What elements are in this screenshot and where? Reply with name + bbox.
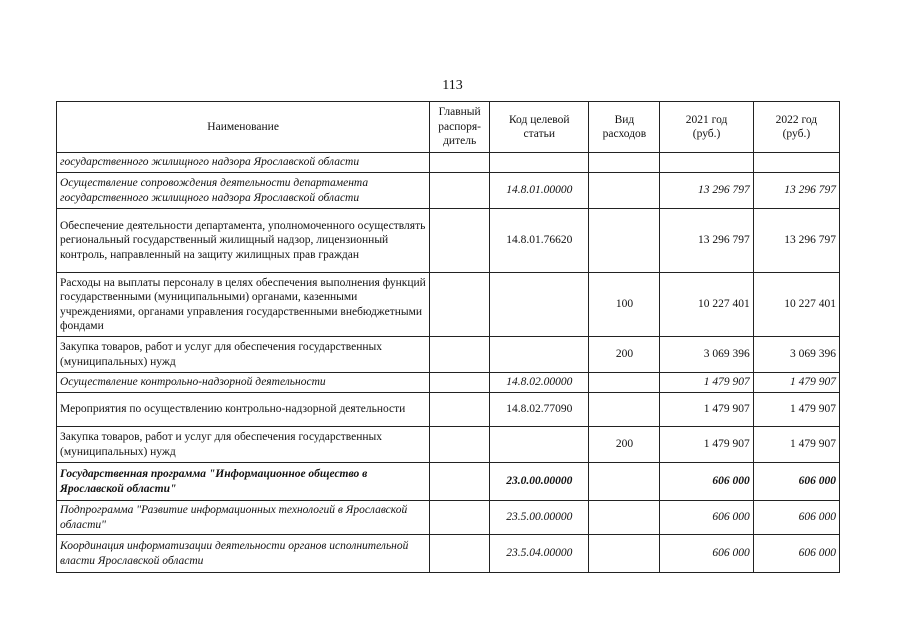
cell-vid (589, 463, 660, 501)
cell-vid (589, 393, 660, 427)
cell-distributor (430, 427, 490, 463)
cell-distributor (430, 535, 490, 573)
header-2022: 2022 год (руб.) (753, 102, 839, 153)
cell-code: 23.0.00.00000 (490, 463, 589, 501)
cell-2022: 10 227 401 (753, 273, 839, 337)
table-header-row (57, 102, 840, 153)
cell-code: 14.8.01.00000 (490, 173, 589, 209)
cell-distributor (430, 393, 490, 427)
header-code: Код целевой статьи (490, 102, 589, 153)
cell-distributor (430, 501, 490, 535)
cell-code (490, 153, 589, 173)
cell-distributor (430, 153, 490, 173)
cell-2021: 606 000 (660, 535, 753, 573)
cell-name: Расходы на выплаты персоналу в целях обеспечения выполнения функций государственными (муниципальными) органами, казенными учреждениями, органами управления государственными внебюджетными фондами (57, 273, 430, 337)
cell-vid (589, 209, 660, 273)
table-row (57, 209, 840, 273)
cell-name: Закупка товаров, работ и услуг для обеспечения государственных (муниципальных) нужд (57, 337, 430, 373)
cell-vid: 100 (589, 273, 660, 337)
cell-2022: 3 069 396 (753, 337, 839, 373)
cell-vid (589, 173, 660, 209)
cell-2022: 13 296 797 (753, 173, 839, 209)
cell-2022: 1 479 907 (753, 393, 839, 427)
cell-distributor (430, 337, 490, 373)
cell-name: Осуществление контрольно-надзорной деятельности (57, 373, 430, 393)
cell-name: Мероприятия по осуществлению контрольно-надзорной деятельности (57, 393, 430, 427)
cell-2021: 13 296 797 (660, 173, 753, 209)
cell-2022: 1 479 907 (753, 427, 839, 463)
cell-code (490, 427, 589, 463)
header-distributor: Главный распоря- дитель (430, 102, 490, 153)
cell-2021: 10 227 401 (660, 273, 753, 337)
cell-distributor (430, 173, 490, 209)
cell-2021 (660, 153, 753, 173)
cell-2022: 606 000 (753, 501, 839, 535)
cell-name: Закупка товаров, работ и услуг для обеспечения государственных (муниципальных) нужд (57, 427, 430, 463)
cell-name: Осуществление сопровождения деятельности департамента государственного жилищного надзора Ярославской области (57, 173, 430, 209)
cell-vid (589, 535, 660, 573)
cell-2021: 606 000 (660, 501, 753, 535)
table-row (57, 535, 840, 573)
cell-distributor (430, 463, 490, 501)
table-row (57, 393, 840, 427)
cell-2022: 606 000 (753, 463, 839, 501)
cell-code: 23.5.04.00000 (490, 535, 589, 573)
cell-2021: 1 479 907 (660, 393, 753, 427)
header-vid: Вид расходов (589, 102, 660, 153)
cell-2021: 13 296 797 (660, 209, 753, 273)
cell-vid (589, 153, 660, 173)
cell-2021: 1 479 907 (660, 427, 753, 463)
cell-2022: 13 296 797 (753, 209, 839, 273)
cell-2021: 606 000 (660, 463, 753, 501)
cell-vid: 200 (589, 427, 660, 463)
cell-distributor (430, 373, 490, 393)
header-2021: 2021 год (руб.) (660, 102, 753, 153)
table-row (57, 463, 840, 501)
budget-table (56, 101, 840, 573)
cell-vid (589, 501, 660, 535)
cell-2022 (753, 153, 839, 173)
cell-code (490, 337, 589, 373)
cell-name: Координация информатизации деятельности органов исполнительной власти Ярославской области (57, 535, 430, 573)
page-number: 113 (442, 78, 463, 93)
table-row (57, 173, 840, 209)
cell-code: 23.5.00.00000 (490, 501, 589, 535)
cell-name: Подпрограмма "Развитие информационных технологий в Ярославской области" (57, 501, 430, 535)
header-name: Наименование (57, 102, 430, 153)
cell-2022: 1 479 907 (753, 373, 839, 393)
table-row (57, 501, 840, 535)
table-row (57, 373, 840, 393)
cell-vid (589, 373, 660, 393)
cell-code (490, 273, 589, 337)
table-row (57, 427, 840, 463)
cell-code: 14.8.02.00000 (490, 373, 589, 393)
cell-2022: 606 000 (753, 535, 839, 573)
cell-name: государственного жилищного надзора Ярославской области (57, 153, 430, 173)
cell-distributor (430, 273, 490, 337)
cell-2021: 1 479 907 (660, 373, 753, 393)
table-row (57, 153, 840, 173)
cell-distributor (430, 209, 490, 273)
cell-name: Государственная программа "Информационное общество в Ярославской области" (57, 463, 430, 501)
cell-2021: 3 069 396 (660, 337, 753, 373)
cell-name: Обеспечение деятельности департамента, уполномоченного осуществлять региональный государственный жилищный надзор, лицензионный контроль, направленный на защиту жилищных прав граждан (57, 209, 430, 273)
table-row (57, 273, 840, 337)
cell-vid: 200 (589, 337, 660, 373)
cell-code: 14.8.02.77090 (490, 393, 589, 427)
table-row (57, 337, 840, 373)
cell-code: 14.8.01.76620 (490, 209, 589, 273)
